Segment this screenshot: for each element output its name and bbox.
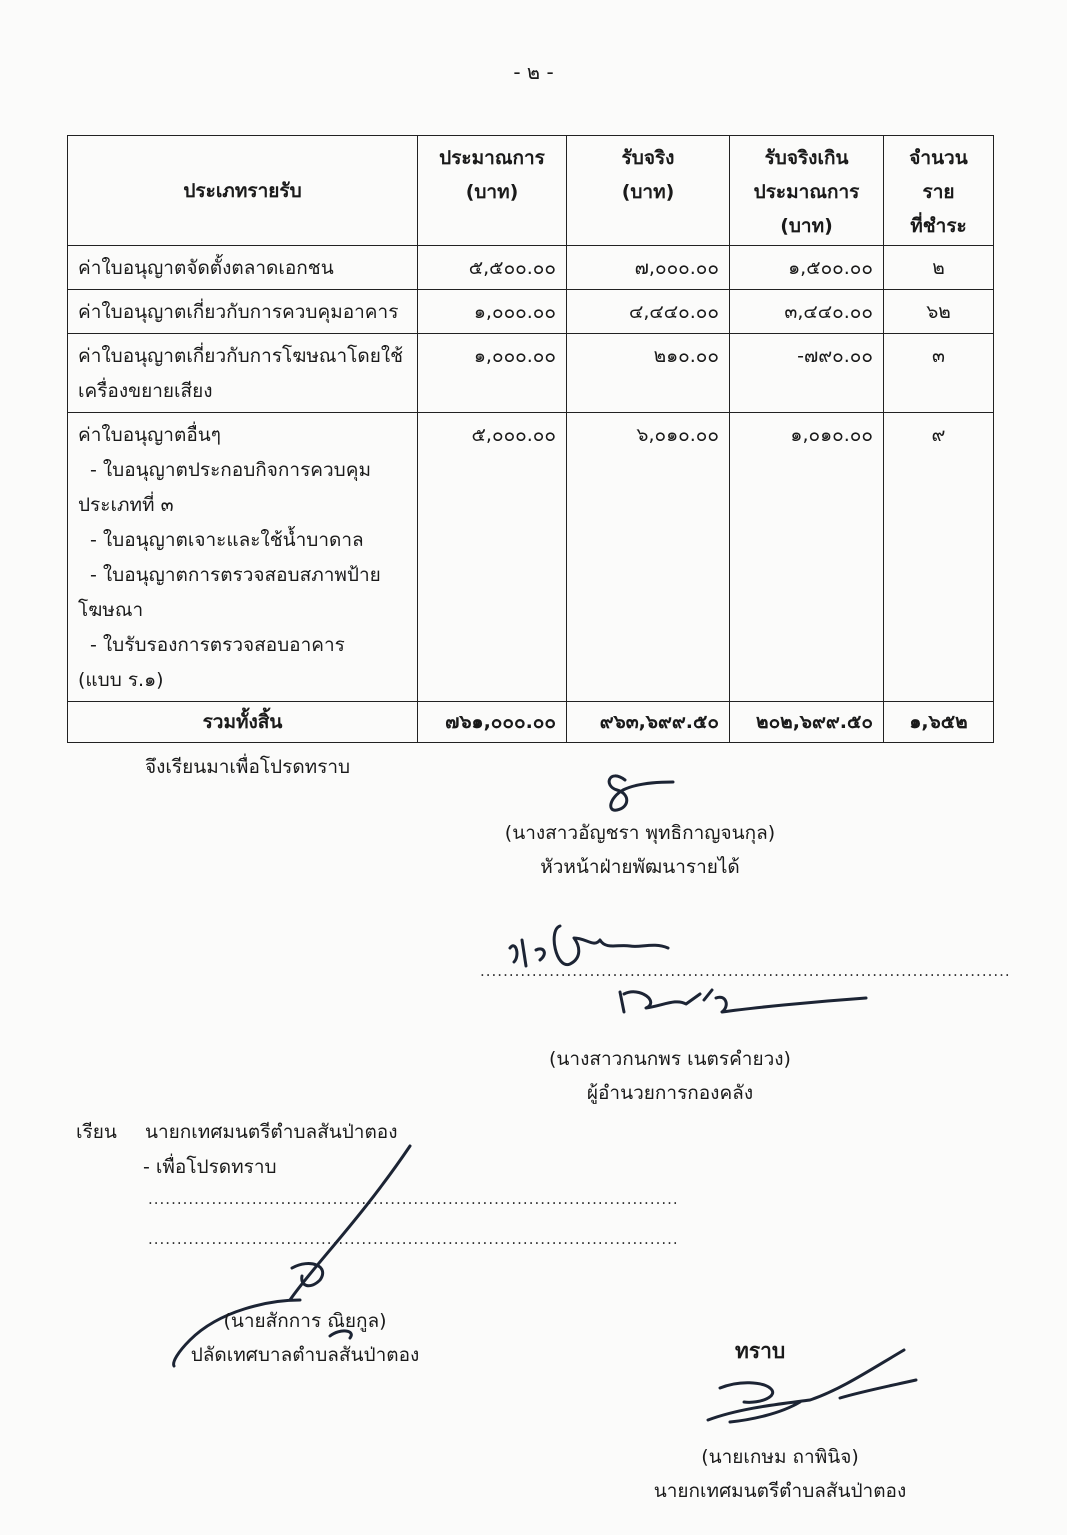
dotted-line: ............................................................................................: [480, 962, 1011, 980]
revenue-head-name: (นางสาวอัญชรา พุทธิกาญจนกุล): [504, 822, 776, 844]
dotted-line: ............................................................................................: [148, 1190, 679, 1208]
clerk-block: [160, 1304, 450, 1372]
sub-item: - ใบรับรองการตรวจสอบอาคาร: [90, 634, 345, 656]
row-excess: ๑,๕๐๐.๐๐: [730, 246, 884, 290]
memo-to-label: เรียน: [76, 1121, 117, 1143]
revenue-table: [67, 135, 994, 743]
row-actual: ๒๑๐.๐๐: [567, 334, 730, 413]
signature-revenue-head: [595, 760, 685, 820]
clerk-title: ปลัดเทศบาลตำบลสันป่าตอง: [190, 1344, 420, 1366]
revenue-head-title: หัวหน้าฝ่ายพัฒนารายได้: [540, 856, 740, 878]
finance-director-block: [470, 1042, 870, 1110]
row-label: ค่าใบอนุญาตเกี่ยวกับการควบคุมอาคาร: [68, 290, 418, 334]
table-row: [68, 413, 994, 702]
row-actual: ๗,๐๐๐.๐๐: [567, 246, 730, 290]
row-count: ๙: [884, 413, 994, 702]
table-row: [68, 290, 994, 334]
row-label: ค่าใบอนุญาตเกี่ยวกับการโฆษณาโดยใช้ เครื่องขยายเสียง: [68, 334, 418, 413]
table-row: [68, 334, 994, 413]
table-header-row: [68, 136, 994, 246]
mayor-acknowledge: ทราบ: [735, 1339, 786, 1363]
header-actual: รับจริง (บาท): [567, 136, 730, 246]
total-excess: ๒๐๒,๖๙๙.๕๐: [730, 702, 884, 743]
signature-finance-director: [490, 890, 890, 1030]
sub-item: - ใบอนุญาตเจาะและใช้น้ำบาดาล: [90, 529, 364, 551]
memo-to: นายกเทศมนตรีตำบลสันป่าตอง: [145, 1121, 398, 1143]
memo-item: - เพื่อโปรดทราบ: [143, 1156, 277, 1178]
sub-item: - ใบอนุญาตประกอบกิจการควบคุม: [90, 459, 371, 481]
closing-line: จึงเรียนมาเพื่อโปรดทราบ: [145, 756, 351, 778]
row-label: ค่าใบอนุญาตอื่นๆ - ใบอนุญาตประกอบกิจการควบคุม ประเภทที่ ๓ - ใบอนุญาตเจาะและใช้น้ำบาดาล - ใบอนุญาตการตรวจสอบสภาพป้าย โฆษณา - ใบรับรองการตรวจสอบอาคาร (แบบ ร.๑): [68, 413, 418, 702]
row-excess: ๓,๔๔๐.๐๐: [730, 290, 884, 334]
mayor-name: (นายเกษม ถาพินิจ): [701, 1446, 859, 1468]
page-number: - ๒ -: [513, 60, 554, 84]
row-estimate: ๑,๐๐๐.๐๐: [418, 334, 567, 413]
total-actual: ๙๖๓,๖๙๙.๕๐: [567, 702, 730, 743]
row-count: ๖๒: [884, 290, 994, 334]
mayor-block: [620, 1440, 940, 1508]
revenue-head-block: [460, 816, 820, 884]
table-total-row: [68, 702, 994, 743]
row-label: ค่าใบอนุญาตจัดตั้งตลาดเอกชน: [68, 246, 418, 290]
header-count: จำนวน ราย ที่ชำระ: [884, 136, 994, 246]
row-estimate: ๕,๕๐๐.๐๐: [418, 246, 567, 290]
row-count: ๓: [884, 334, 994, 413]
row-excess: -๗๙๐.๐๐: [730, 334, 884, 413]
finance-director-title: ผู้อำนวยการกองคลัง: [586, 1082, 754, 1104]
finance-director-name: (นางสาวกนกพร เนตรคำยวง): [549, 1048, 791, 1070]
sub-item: - ใบอนุญาตการตรวจสอบสภาพป้าย: [90, 564, 381, 586]
row-estimate: ๑,๐๐๐.๐๐: [418, 290, 567, 334]
row-actual: ๖,๐๑๐.๐๐: [567, 413, 730, 702]
dotted-line: ............................................................................................: [148, 1230, 679, 1248]
row-count: ๒: [884, 246, 994, 290]
table-row: [68, 246, 994, 290]
header-revenue-type: ประเภทรายรับ: [68, 136, 418, 246]
total-count: ๑,๖๕๒: [884, 702, 994, 743]
row-excess: ๑,๐๑๐.๐๐: [730, 413, 884, 702]
row-estimate: ๕,๐๐๐.๐๐: [418, 413, 567, 702]
header-excess: รับจริงเกิน ประมาณการ (บาท): [730, 136, 884, 246]
mayor-title: นายกเทศมนตรีตำบลสันป่าตอง: [653, 1480, 907, 1502]
total-label: รวมทั้งสิ้น: [68, 702, 418, 743]
total-estimate: ๗๖๑,๐๐๐.๐๐: [418, 702, 567, 743]
row-actual: ๔,๔๔๐.๐๐: [567, 290, 730, 334]
clerk-name: (นายสักการ ณิยกูล): [223, 1310, 387, 1332]
header-estimate: ประมาณการ (บาท): [418, 136, 567, 246]
